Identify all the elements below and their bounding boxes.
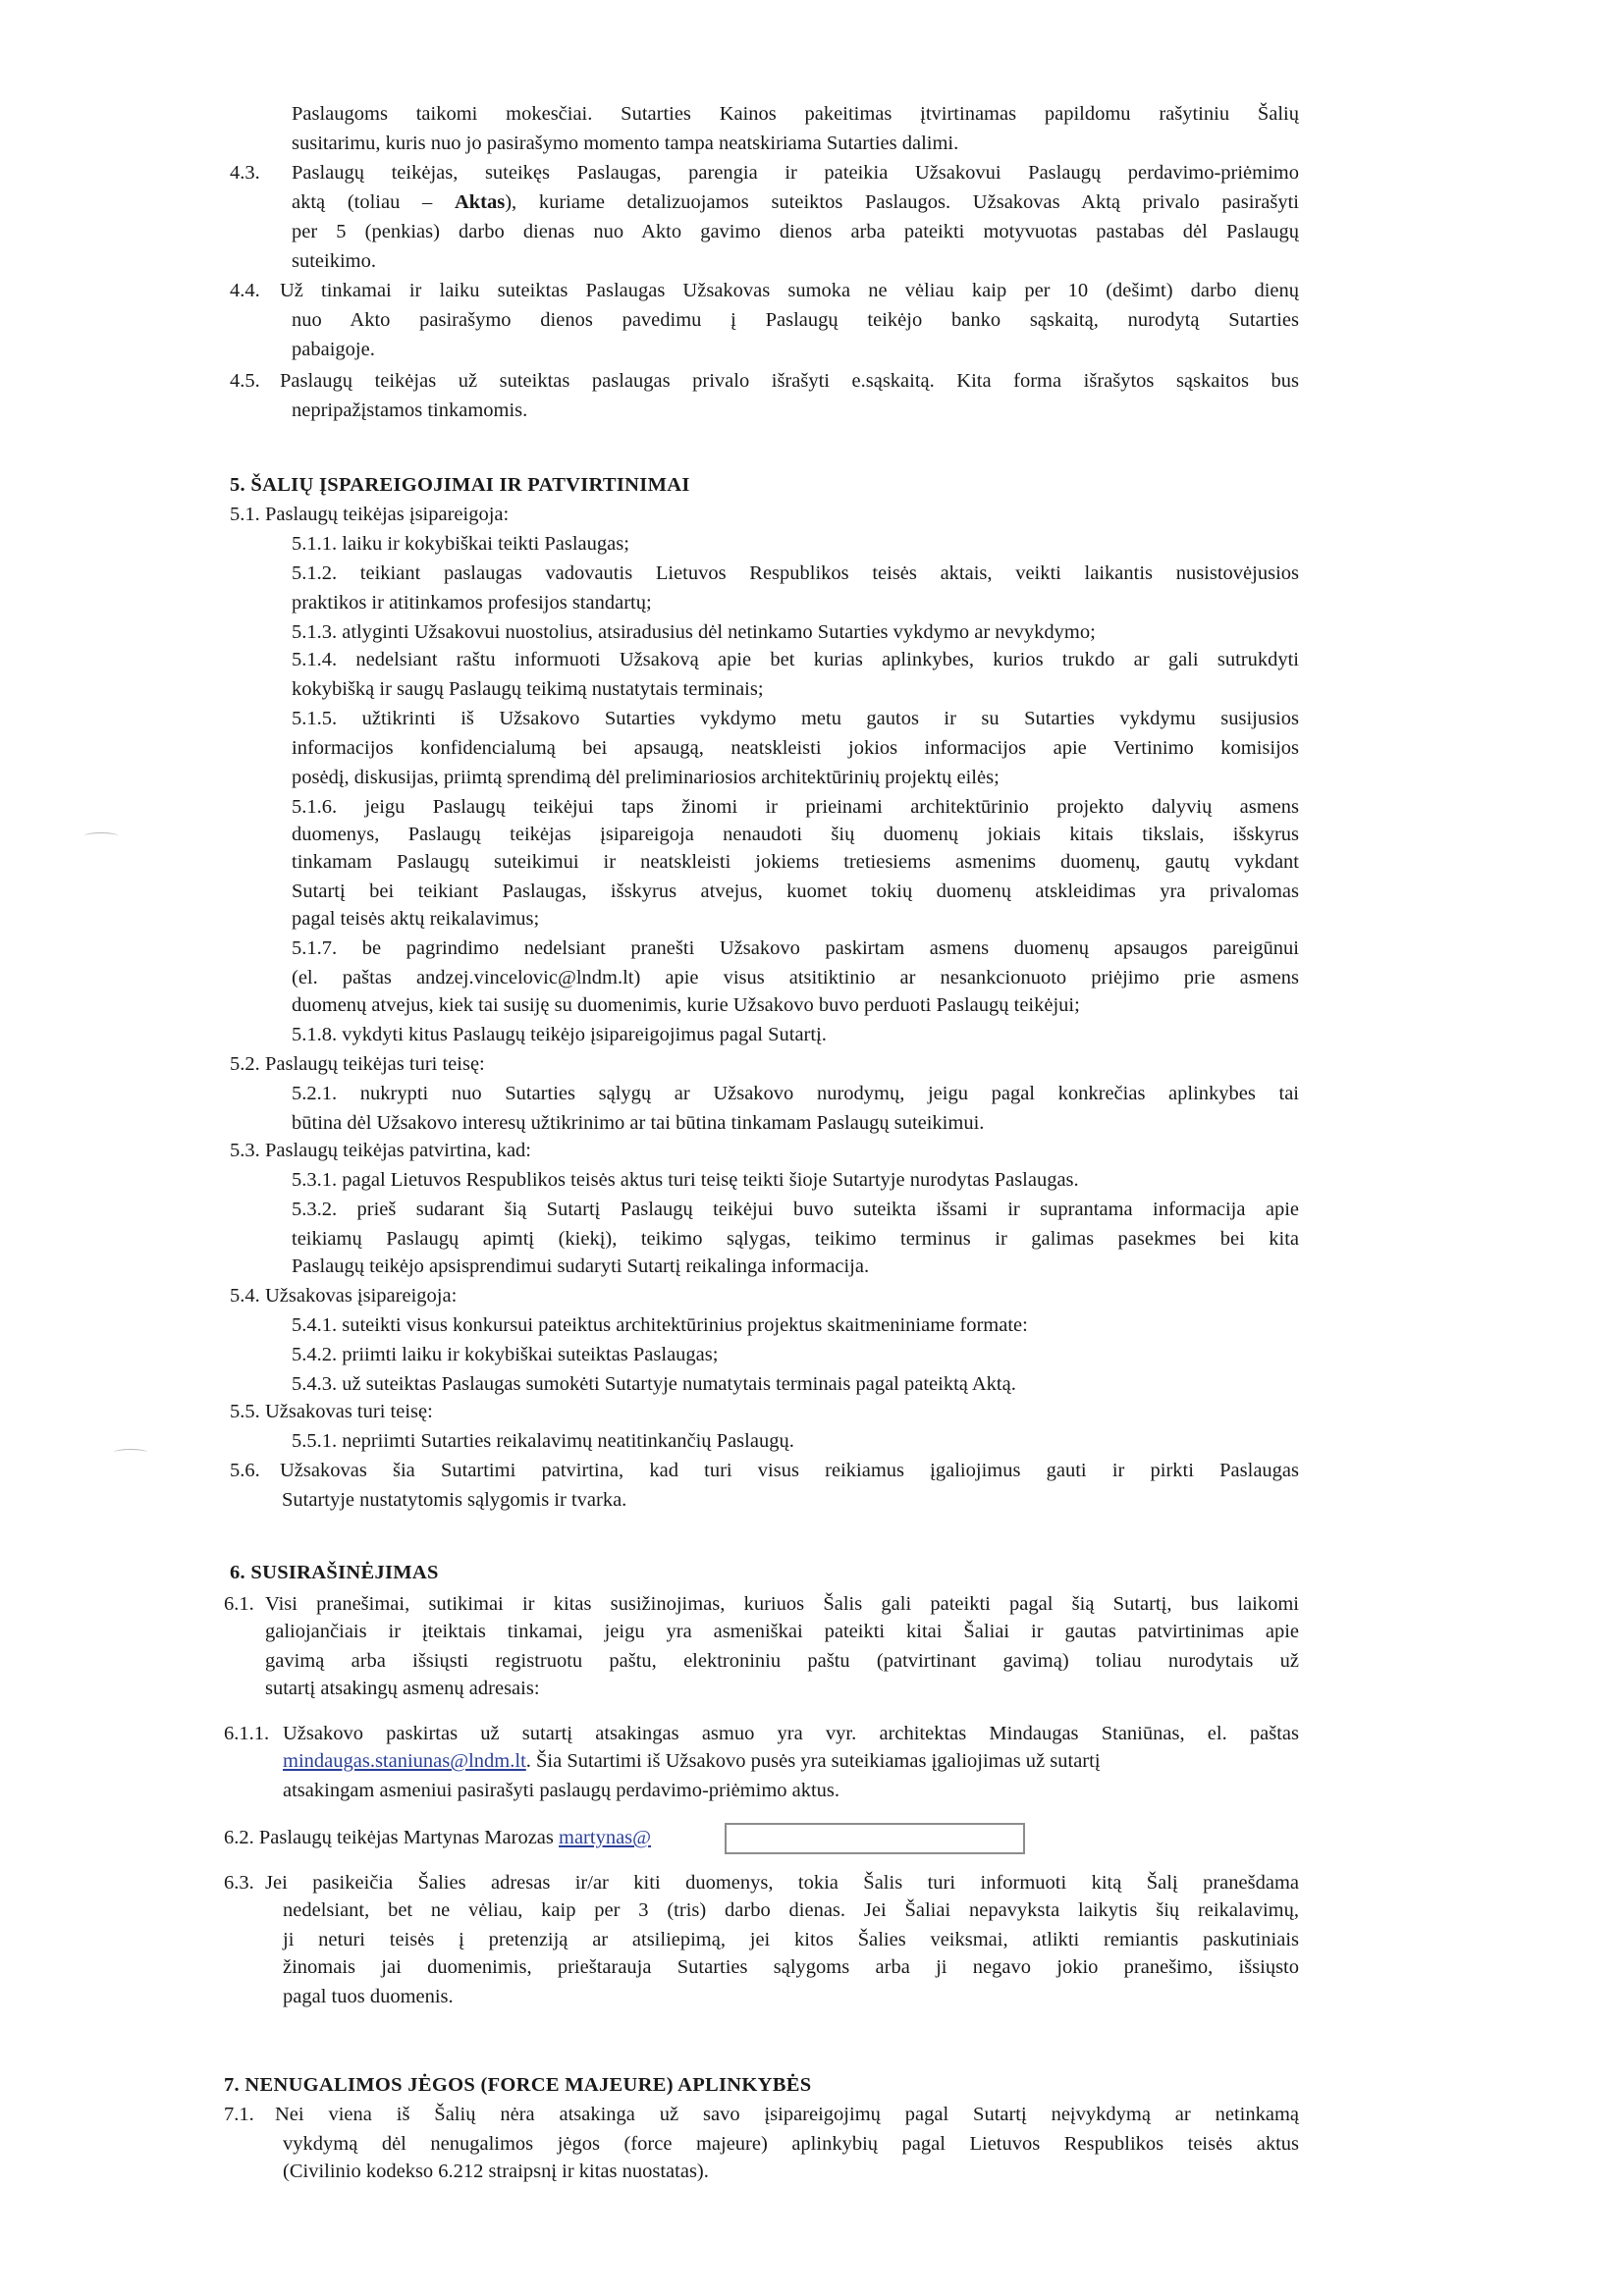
paragraph-5-1-5-line: posėdį, diskusijas, priimtą sprendimą dėl preliminariosios architektūrinių projektų eilės; (292, 767, 1000, 788)
paragraph-number: 5.2. (230, 1053, 260, 1075)
paragraph-6-1-1-line: Užsakovo paskirtas už sutartį atsakingas asmuo yra vyr. architektas Mindaugas Staniūnas, el. paštas (283, 1723, 1299, 1744)
paragraph-6-1-line: galiojančiais ir įteiktais tinkamai, jeigu yra asmeniškai pateikti kitai Šaliai ir gautas patvirtinimas apie (265, 1621, 1299, 1642)
paragraph-5-1-4-line: kokybišką ir saugų Paslaugų teikimą nustatytais terminais; (292, 678, 764, 700)
paragraph-5-1-3: 5.1.3. atlyginti Užsakovui nuostolius, atsiradusius dėl netinkamo Sutarties vykdymo ar nevykdymo; (292, 621, 1096, 643)
paragraph-5-1-7-line: 5.1.7. be pagrindimo nedelsiant pranešti Užsakovo paskirtam asmens duomenų apsaugos pareigūnui (292, 937, 1299, 959)
paragraph-4-4-line: pabaigoje. (292, 339, 375, 360)
section-6-heading: 6. SUSIRAŠINĖJIMAS (230, 1562, 439, 1583)
defined-term-aktas: Aktas (454, 191, 506, 213)
paragraph-5-3-2-line: teikiamų Paslaugų apimtį (kiekį), teikimo sąlygas, teikimo terminus ir galimas pasekmes bei kita (292, 1228, 1299, 1250)
paragraph-5-1-6-line: Sutartį bei teikiant Paslaugas, išskyrus atvejus, kuomet tokių duomenų atskleidimas yra privalomas (292, 881, 1299, 902)
paragraph-5-1-1: 5.1.1. laiku ir kokybiškai teikti Paslaugas; (292, 533, 629, 555)
paragraph-4-4-line: nuo Akto pasirašymo dienos pavedimu į Paslaugų teikėjo banko sąskaitą, nurodytą Sutarties (292, 309, 1299, 331)
text-run: . Šia Sutartimi iš Užsakovo pusės yra suteikiamas įgaliojimas už sutartį (525, 1750, 1101, 1772)
paragraph-5-1-6-line: 5.1.6. jeigu Paslaugų teikėjui taps žinomi ir prieinami architektūrinio projekto dalyvių asmens (292, 796, 1299, 818)
paragraph-7-1-line: Nei viena iš Šalių nėra atsakinga už savo įsipareigojimų pagal Sutartį neįvykdymą ar netinkamą (275, 2104, 1299, 2125)
paragraph-5-5-1: 5.5.1. nepriimti Sutarties reikalavimų neatitinkančių Paslaugų. (292, 1430, 794, 1452)
paragraph-5-3-2-line: 5.3.2. prieš sudarant šią Sutartį Paslaugų teikėjui buvo suteikta išsami ir suprantama informacija apie (292, 1199, 1299, 1220)
paragraph-number: 7.1. (224, 2104, 254, 2125)
scan-mark (84, 832, 118, 839)
paragraph-5-1-7-line: (el. paštas andzej.vincelovic@lndm.lt) apie visus atsitiktinio ar nesankcionuoto priėjimo prie asmens (292, 967, 1299, 988)
paragraph-5-2-1-line: būtina dėl Užsakovo interesų užtikrinimo ar tai būtina tinkamam Paslaugų suteikimui. (292, 1112, 985, 1134)
paragraph-5-4: Užsakovas įsipareigoja: (265, 1285, 458, 1307)
paragraph-5-1-6-line: pagal teisės aktų reikalavimus; (292, 908, 540, 930)
text-run: 6.2. Paslaugų teikėjas Martynas Marozas (224, 1827, 560, 1848)
paragraph-6-3-line: žinomais jai duomenimis, prieštarauja Sutarties sąlygoms arba ji negavo jokio pranešimo, išsiųsto (283, 1956, 1299, 1978)
paragraph-6-1-line: gavimą arba išsiųsti registruotu paštu, elektroniniu paštu (patvirtinant gavimą) toliau nurodytais už (265, 1650, 1299, 1672)
paragraph-5-4-3: 5.4.3. už suteiktas Paslaugas sumokėti Sutartyje numatytais terminais pagal pateiktą Aktą. (292, 1373, 1016, 1395)
paragraph-number: 5.4. (230, 1285, 260, 1307)
paragraph-number: 5.6. (230, 1460, 260, 1481)
paragraph-5-5: Užsakovas turi teisę: (265, 1401, 433, 1422)
paragraph-5-1-6-line: tinkamam Paslaugų suteikimui ir neatskleisti jokiems tretiesiems asmenims duomenų, gautų vykdant (292, 851, 1299, 873)
paragraph-6-3-line: nedelsiant, bet ne vėliau, kaip per 3 (tris) darbo dienas. Jei Šaliai nepavyksta laikytis šių reikalavimų, (283, 1899, 1299, 1921)
paragraph-7-1-line: (Civilinio kodekso 6.212 straipsnį ir kitas nuostatas). (283, 2161, 709, 2182)
text-run: ), kuriame detalizuojamos suteiktos Paslaugos. Užsakovas Aktą privalo pasirašyti (505, 191, 1299, 213)
paragraph-6-1-1-line: atsakingam asmeniui pasirašyti paslaugų perdavimo-priėmimo aktus. (283, 1780, 840, 1801)
paragraph-4-2-cont-line: Paslaugoms taikomi mokesčiai. Sutarties Kainos pakeitimas įtvirtinamas papildomu rašytiniu Šalių (292, 103, 1299, 125)
paragraph-5-1-5-line: informacijos konfidencialumą bei apsaugą, neatskleisti jokios informacijos apie Vertinimo komisijos (292, 737, 1299, 759)
paragraph-4-3-line: Paslaugų teikėjas, suteikęs Paslaugas, parengia ir pateikia Užsakovui Paslaugų perdavimo-priėmimo (292, 162, 1299, 184)
paragraph-number: 5.5. (230, 1401, 260, 1422)
paragraph-5-1-5-line: 5.1.5. užtikrinti iš Užsakovo Sutarties vykdymo metu gautos ir su Sutarties vykdymu susijusios (292, 708, 1299, 729)
paragraph-5-1-2-line: 5.1.2. teikiant paslaugas vadovautis Lietuvos Respublikos teisės aktais, veikti laikantis nusistovėjusios (292, 562, 1299, 584)
paragraph-5-4-2: 5.4.2. priimti laiku ir kokybiškai suteiktas Paslaugas; (292, 1344, 719, 1365)
paragraph-number: 5.3. (230, 1140, 260, 1161)
paragraph-number: 4.5. (230, 370, 260, 392)
paragraph-5-3: Paslaugų teikėjas patvirtina, kad: (265, 1140, 531, 1161)
paragraph-4-5-line: Paslaugų teikėjas už suteiktas paslaugas privalo išrašyti e.sąskaitą. Kita forma išrašytos sąskaitos bus (280, 370, 1299, 392)
paragraph-number: 4.4. (230, 280, 260, 301)
paragraph-5-2-1-line: 5.2.1. nukrypti nuo Sutarties sąlygų ar Užsakovo nurodymų, jeigu pagal konkrečias aplinkybes tai (292, 1083, 1299, 1104)
paragraph-6-3-line: Jei pasikeičia Šalies adresas ir/ar kiti duomenys, tokia Šalis turi informuoti kitą Šalį pranešdama (265, 1872, 1299, 1894)
paragraph-4-4-line: Už tinkamai ir laiku suteiktas Paslaugas Užsakovas sumoka ne vėliau kaip per 10 (dešimt) darbo dienų (280, 280, 1299, 301)
paragraph-4-3-line (292, 190, 1299, 214)
paragraph-number: 5.1. (230, 504, 260, 525)
paragraph-number: 6.3. (224, 1872, 254, 1894)
paragraph-5-1: Paslaugų teikėjas įsipareigoja: (265, 504, 510, 525)
paragraph-number: 6.1. (224, 1593, 254, 1615)
paragraph-6-1-line: Visi pranešimai, sutikimai ir kitas susižinojimas, kuriuos Šalis gali pateikti pagal šią Sutartį, bus laikomi (265, 1593, 1299, 1615)
paragraph-5-1-4-line: 5.1.4. nedelsiant raštu informuoti Užsakovą apie bet kurias aplinkybes, kurios trukdo ar gali sutrukdyti (292, 649, 1299, 670)
paragraph-6-2 (224, 1826, 651, 1849)
paragraph-5-3-1: 5.3.1. pagal Lietuvos Respublikos teisės aktus turi teisę teikti šioje Sutartyje nurodytas Paslaugas. (292, 1169, 1079, 1191)
paragraph-number: 6.1.1. (224, 1723, 270, 1744)
paragraph-4-5-line: nepripažįstamos tinkamomis. (292, 400, 528, 421)
paragraph-5-4-1: 5.4.1. suteikti visus konkursui pateiktus architektūrinius projektus skaitmeniniame formate: (292, 1314, 1028, 1336)
paragraph-4-2-cont-line: susitarimu, kuris nuo jo pasirašymo momento tampa neatskiriama Sutarties dalimi. (292, 133, 959, 154)
paragraph-5-1-7-line: duomenų atvejus, kiek tai susiję su duomenimis, kurie Užsakovo buvo perduoti Paslaugų teikėjui; (292, 994, 1080, 1016)
paragraph-5-6-line: Užsakovas šia Sutartimi patvirtina, kad turi visus reikiamus įgaliojimus gauti ir pirkti Paslaugas (280, 1460, 1299, 1481)
paragraph-number: 4.3. (230, 162, 260, 184)
section-7-heading: 7. NENUGALIMOS JĖGOS (FORCE MAJEURE) APLINKYBĖS (224, 2074, 812, 2096)
paragraph-5-3-2-line: Paslaugų teikėjo apsisprendimui sudaryti Sutartį reikalinga informacija. (292, 1255, 870, 1277)
scan-mark (114, 1449, 147, 1456)
paragraph-6-3-line: pagal tuos duomenis. (283, 1986, 454, 2007)
paragraph-5-1-6-line: duomenys, Paslaugų teikėjas įsipareigoja nenaudoti šių duomenų jokiais kitais tikslais, išskyrus (292, 824, 1299, 845)
paragraph-5-1-2-line: praktikos ir atitinkamos profesijos standartų; (292, 592, 652, 614)
paragraph-6-3-line: ji neturi teisės į pretenziją ar atsiliepimą, jei kitos Šalies veiksmai, atlikti remiantis paskutiniais (283, 1929, 1299, 1950)
paragraph-5-1-8: 5.1.8. vykdyti kitus Paslaugų teikėjo įsipareigojimus pagal Sutartį. (292, 1024, 827, 1045)
email-link-martynas[interactable]: martynas@ (559, 1827, 652, 1848)
text-run: aktą (toliau – (292, 191, 455, 213)
paragraph-4-3-line: per 5 (penkias) darbo dienas nuo Akto gavimo dienos arba pateikti motyvuotas pastabas dėl Paslaugų (292, 221, 1299, 242)
paragraph-4-3-line: suteikimo. (292, 250, 376, 272)
section-5-heading: 5. ŠALIŲ ĮSPAREIGOJIMAI IR PATVIRTINIMAI (230, 474, 690, 496)
redacted-box (725, 1823, 1025, 1854)
email-link-staniunas[interactable]: mindaugas.staniunas@lndm.lt (283, 1750, 526, 1772)
paragraph-6-1-1-line (283, 1749, 1101, 1773)
paragraph-5-6-line: Sutartyje nustatytomis sąlygomis ir tvarka. (282, 1489, 627, 1511)
paragraph-7-1-line: vykdymą dėl nenugalimos jėgos (force majeure) aplinkybių pagal Lietuvos Respublikos teisės aktus (283, 2133, 1299, 2155)
paragraph-6-1-line: sutartį atsakingų asmenų adresais: (265, 1678, 540, 1699)
paragraph-5-2: Paslaugų teikėjas turi teisę: (265, 1053, 485, 1075)
